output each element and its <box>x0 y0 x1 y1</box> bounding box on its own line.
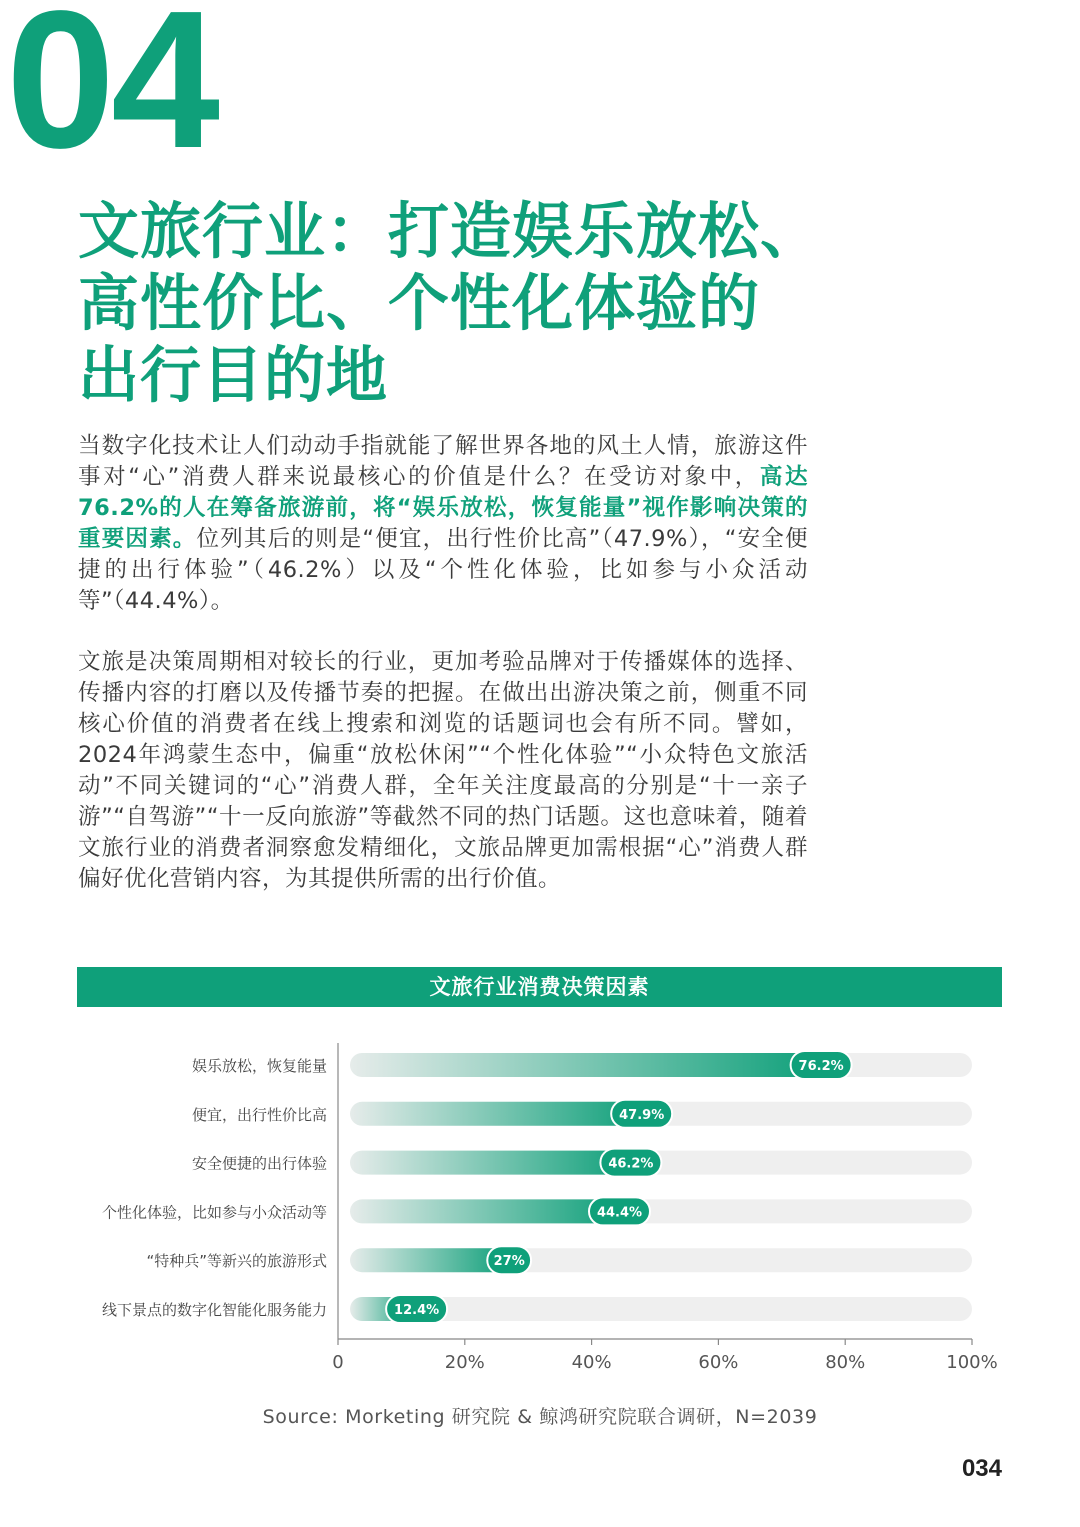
bar <box>350 1248 509 1272</box>
chapter-number: 04 <box>6 0 217 189</box>
bar <box>350 1102 642 1126</box>
section-title <box>78 196 838 412</box>
data-label: 76.2% <box>798 1059 844 1074</box>
category-label: 安全便捷的出行体验 <box>191 1154 327 1173</box>
source-note: Source: Morketing 研究院 & 鲸鸿研究院联合调研，N=2039 <box>262 1406 818 1428</box>
x-tick-label: 100% <box>946 1352 998 1373</box>
bar <box>350 1053 821 1077</box>
x-tick-label: 80% <box>825 1352 866 1373</box>
section-title-line: 文旅行业：打造娱乐放松、 <box>78 196 823 267</box>
category-label: 个性化体验，比如参与小众活动等 <box>101 1203 327 1222</box>
category-label: 娱乐放松，恢复能量 <box>191 1057 327 1075</box>
section-title-line: 出行目的地 <box>78 340 389 411</box>
paragraph-text: 当数字化技术让人们动动手指就能了解世界各地的风土人情，旅游这件事对“心”消费人群来说最核心的价值是什么？在受访对象中， <box>78 433 808 490</box>
x-tick-label: 60% <box>698 1352 739 1373</box>
data-label: 27% <box>493 1254 525 1270</box>
x-tick-label: 20% <box>444 1352 485 1373</box>
data-label: 12.4% <box>394 1303 440 1318</box>
data-label: 47.9% <box>619 1107 665 1123</box>
category-label: “特种兵”等新兴的旅游形式 <box>146 1252 327 1271</box>
chart-title: 文旅行业消费决策因素 <box>77 967 1002 1007</box>
x-tick-label: 0 <box>332 1352 344 1373</box>
body-paragraph: 文旅是决策周期相对较长的行业，更加考验品牌对于传播媒体的选择、传播内容的打磨以及传播节奏的把握。在做出出游决策之前，侧重不同核心价值的消费者在线上搜索和浏览的话题词也会有所不同。譬如，2024年鸿蒙生态中，偏重“放松休闲”“个性化体验”“小众特色文旅活动”不同关键词的“心”消费人群，全年关注度最高的分别是“十一亲子游”“自驾游”“十一反向旅游”等截然不同的热门话题。这也意味着，随着文旅行业的消费者洞察愈发精细化，文旅品牌更加需根据“心”消费人群偏好优化营销内容，为其提供所需的出行价值。 <box>78 649 808 892</box>
category-label: 线下景点的数字化智能化服务能力 <box>101 1301 327 1319</box>
highlight-text: 高达76.2%的人在筹备旅游前，将“娱乐放松，恢复能量”视作影响决策的重要因素。 <box>78 464 808 552</box>
paragraph-text: 位列其后的则是“便宜，出行性价比高”（47.9%），“安全便捷的出行体验”（46.2%）以及“个性化体验，比如参与小众活动等”（44.4%）。 <box>78 526 808 614</box>
section-title-line: 高性价比、个性化体验的 <box>78 268 761 339</box>
data-label: 44.4% <box>596 1205 643 1221</box>
page-number: 034 <box>961 1455 1002 1482</box>
intro-paragraph <box>78 431 808 617</box>
category-label: 便宜，出行性价比高 <box>191 1105 327 1124</box>
bar <box>350 1151 631 1175</box>
x-tick-label: 40% <box>571 1352 612 1373</box>
bar-chart <box>0 1020 1080 1380</box>
data-label: 46.2% <box>608 1156 654 1172</box>
bar <box>350 1199 619 1223</box>
